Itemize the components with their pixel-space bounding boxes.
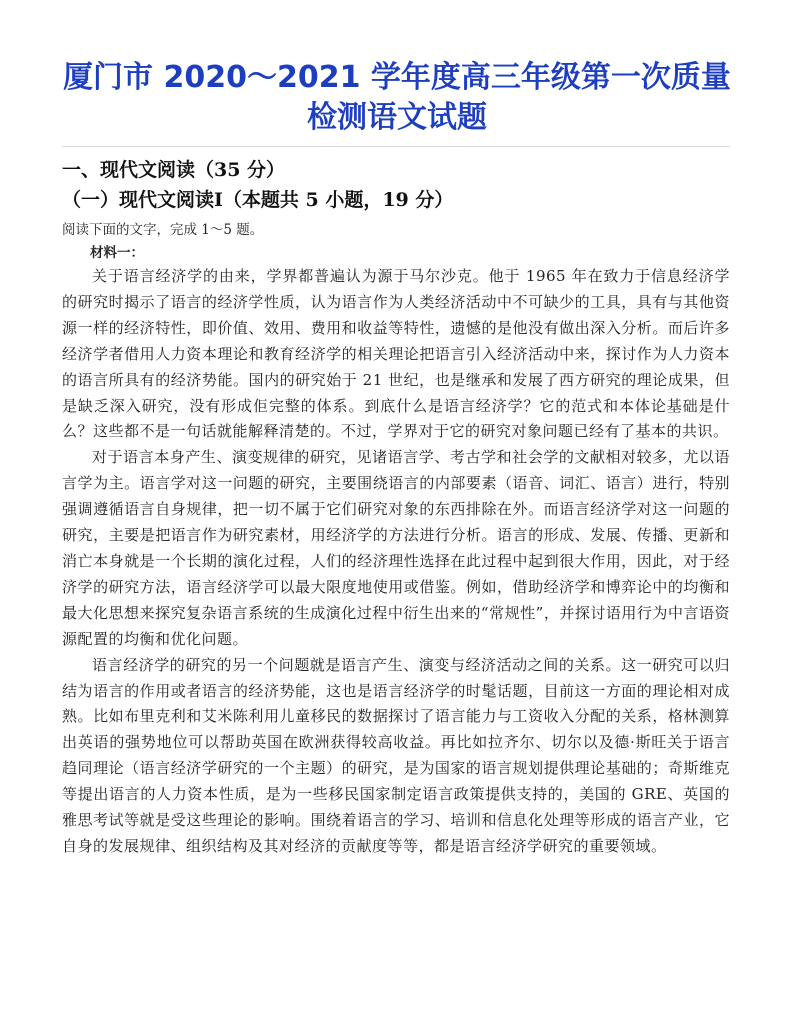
reading-passage [62, 264, 730, 860]
section-heading: 一、现代文阅读（35 分） [62, 159, 286, 181]
title-divider [62, 146, 730, 147]
material-label: 材料一： [90, 245, 144, 261]
passage-paragraph-1: 关于语言经济学的由来，学界都普遍认为源于马尔沙克。他于 1965 年在致力于信息经济学的研究时揭示了语言的经济学性质，认为语言作为人类经济活动中不可缺少的工具，具有与其他资源一样的经济特性，即价值、效用、费用和收益等特性，遗憾的是他没有做出深入分析。而后许多经济学者借用人力资本理论和教育经济学的相关理论把语言引入经济活动中来，探讨作为人力资本的语言所具有的经济势能。国内的研究始于 21 世纪，也是继承和发展了西方研究的理论成果，但是缺乏深入研究，没有形成佢完整的体系。到底什么是语言经济学？它的范式和本体论基础是什么？这些都不是一句话就能解释清楚的。不过，学界对于它的研究对象问题已经有了基本的共识。 [62, 267, 730, 441]
subsection-heading: （一）现代文阅读Ⅰ（本题共 5 小题，19 分） [62, 189, 454, 211]
title-line-2: 检测语文试题 [307, 100, 487, 135]
reading-instruction: 阅读下面的文字，完成 1～5 题。 [62, 222, 264, 238]
title-line-1: 厦门市 2020～2021 学年度高三年级第一次质量 [63, 60, 731, 95]
passage-paragraph-3: 语言经济学的研究的另一个问题就是语言产生、演变与经济活动之间的关系。这一研究可以归结为语言的作用或者语言的经济势能，这也是语言经济学的时髦话题，目前这一方面的理论相对成熟。比如布里克利和艾米陈利用儿童移民的数据探讨了语言能力与工资收入分配的关系，格林测算出英语的强势地位可以帮助英国在欧洲获得较高收益。再比如拉齐尔、切尔以及德·斯旺关于语言趋同理论（语言经济学研究的一个主题）的研究，是为国家的语言规划提供理论基础的；奇斯维克等提出语言的人力资本性质，是为一些移民国家制定语言政策提供支持的，美国的 GRE、英国的雅思考试等就是受这些理论的影响。围绕着语言的学习、培训和信息化处理等形成的语言产业，它自身的发展规律、组织结构及其对经济的贡献度等等，都是语言经济学研究的重要领域。 [62, 655, 730, 855]
document-title [0, 58, 794, 138]
passage-paragraph-2: 对于语言本身产生、演变规律的研究，见诸语言学、考古学和社会学的文献相对较多，尤以语言学为主。语言学对这一问题的研究，主要围绕语言的内部要素（语音、词汇、语言）进行，特别强调遵循语言自身规律，把一切不属于它们研究对象的东西排除在外。而语言经济学对这一问题的研究，主要是把语言作为研究素材，用经济学的方法进行分析。语言的形成、发展、传播、更新和消亡本身就是一个长期的演化过程，人们的经济理性选择在此过程中起到很大作用，因此，对于经济学的研究方法，语言经济学可以最大限度地使用或借鉴。例如，借助经济学和博弈论中的均衡和最大化思想来探究复杂语言系统的生成演化过程中衍生出来的“常规性”，并探讨语用行为中言语资源配置的均衡和优化问题。 [62, 448, 730, 648]
